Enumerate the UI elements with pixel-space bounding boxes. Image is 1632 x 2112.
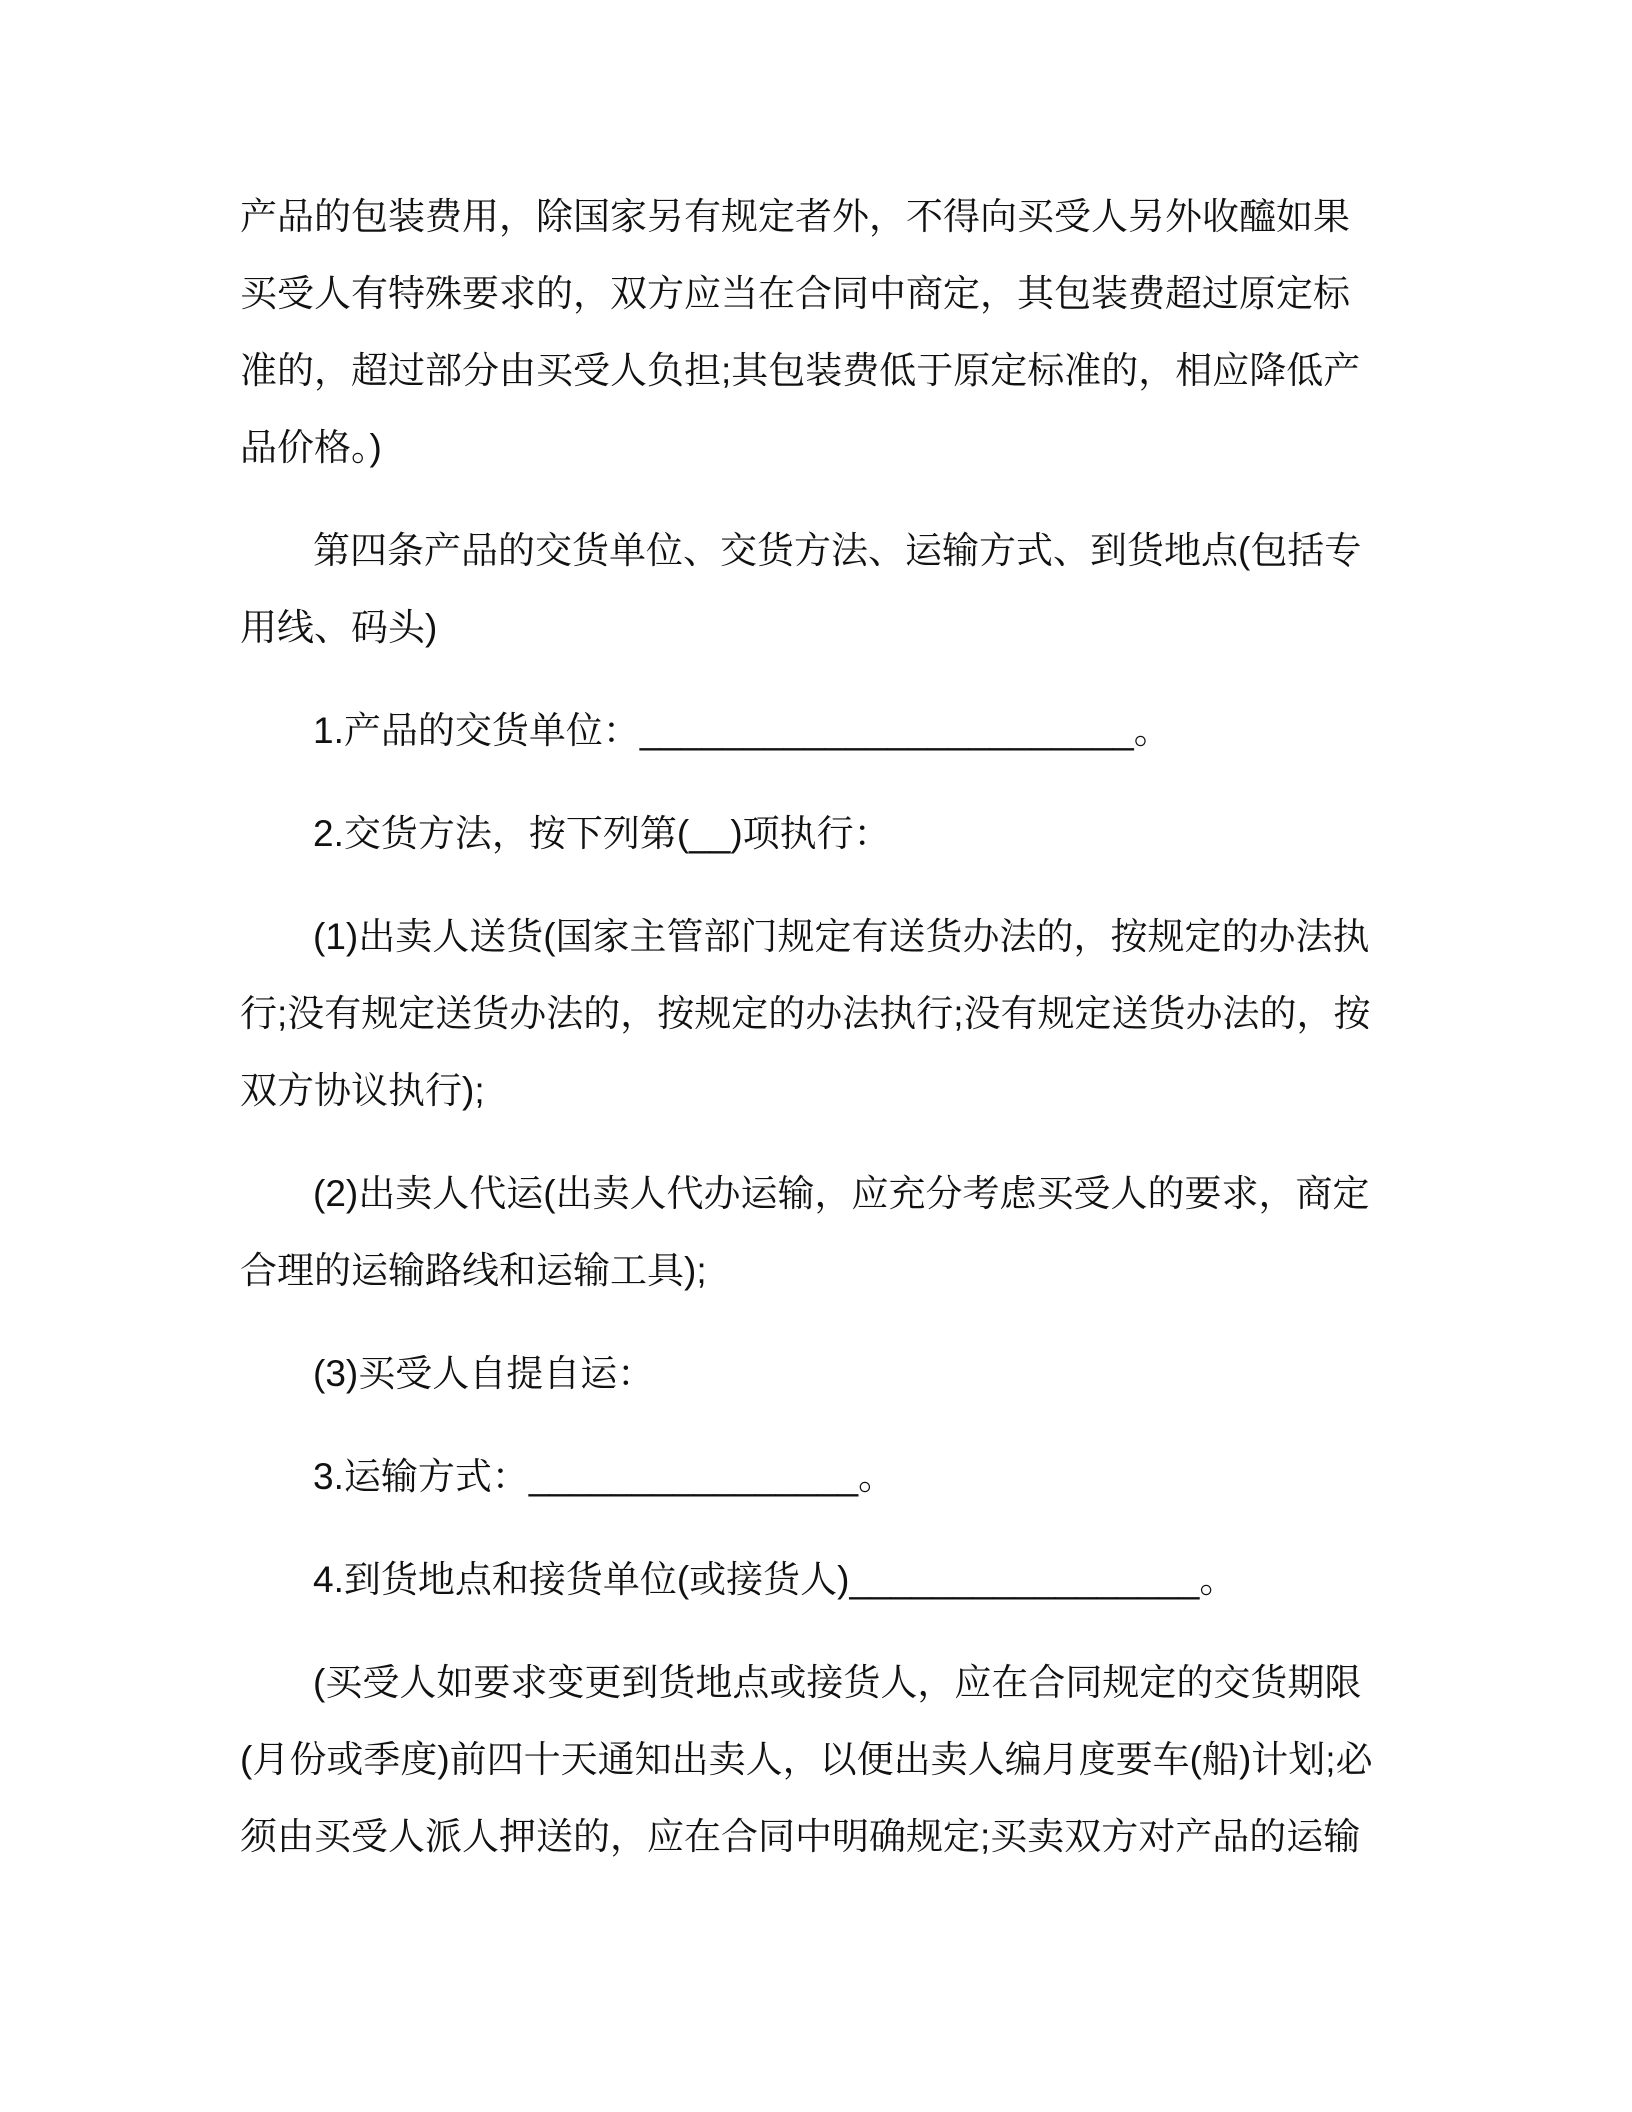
clause-1-delivery-unit xyxy=(240,692,1632,769)
text-line: 用线、码头) xyxy=(240,607,438,648)
clause-2-delivery-method xyxy=(240,795,1632,872)
text-line: 4.到货地点和接货单位(或接货人)_________________。 xyxy=(313,1559,1237,1600)
text-line: 双方协议执行); xyxy=(240,1070,485,1111)
option-3-buyer-pickup xyxy=(240,1335,1632,1412)
text-line: 第四条产品的交货单位、交货方法、运输方式、到货地点(包括专 xyxy=(313,530,1362,571)
continued-paragraph-packaging-cost xyxy=(240,178,1632,486)
text-line: 产品的包装费用，除国家另有规定者外，不得向买受人另外收醯如果 xyxy=(240,196,1350,237)
text-line: 行;没有规定送货办法的，按规定的办法执行;没有规定送货办法的，按 xyxy=(240,993,1371,1034)
text-line: (买受人如要求变更到货地点或接货人，应在合同规定的交货期限 xyxy=(313,1662,1362,1703)
text-line: (1)出卖人送货(国家主管部门规定有送货办法的，按规定的办法执 xyxy=(313,916,1370,957)
clause-3-transport-mode xyxy=(240,1438,1632,1515)
text-line: (3)买受人自提自运： xyxy=(313,1353,655,1394)
text-line: 合理的运输路线和运输工具); xyxy=(240,1250,707,1291)
text-line: 1.产品的交货单位：________________________。 xyxy=(313,710,1171,751)
text-line: 2.交货方法，按下列第(__)项执行： xyxy=(313,813,891,854)
option-1-seller-delivery xyxy=(240,898,1632,1129)
note-change-destination xyxy=(240,1644,1632,1875)
clause-4-destination xyxy=(240,1541,1632,1618)
text-line: (2)出卖人代运(出卖人代办运输，应充分考虑买受人的要求，商定 xyxy=(313,1173,1370,1214)
text-line: 准的，超过部分由买受人负担;其包装费低于原定标准的，相应降低产 xyxy=(240,350,1361,391)
article-4-heading xyxy=(240,512,1632,666)
option-2-seller-shipping xyxy=(240,1155,1632,1309)
text-line: 品价格。) xyxy=(240,427,382,468)
text-line: 买受人有特殊要求的，双方应当在合同中商定，其包装费超过原定标 xyxy=(240,273,1350,314)
text-line: 3.运输方式：________________。 xyxy=(313,1456,896,1497)
text-line: (月份或季度)前四十天通知出卖人，以便出卖人编月度要车(船)计划;必 xyxy=(240,1739,1373,1780)
text-line: 须由买受人派人押送的，应在合同中明确规定;买卖双方对产品的运输 xyxy=(240,1816,1361,1857)
